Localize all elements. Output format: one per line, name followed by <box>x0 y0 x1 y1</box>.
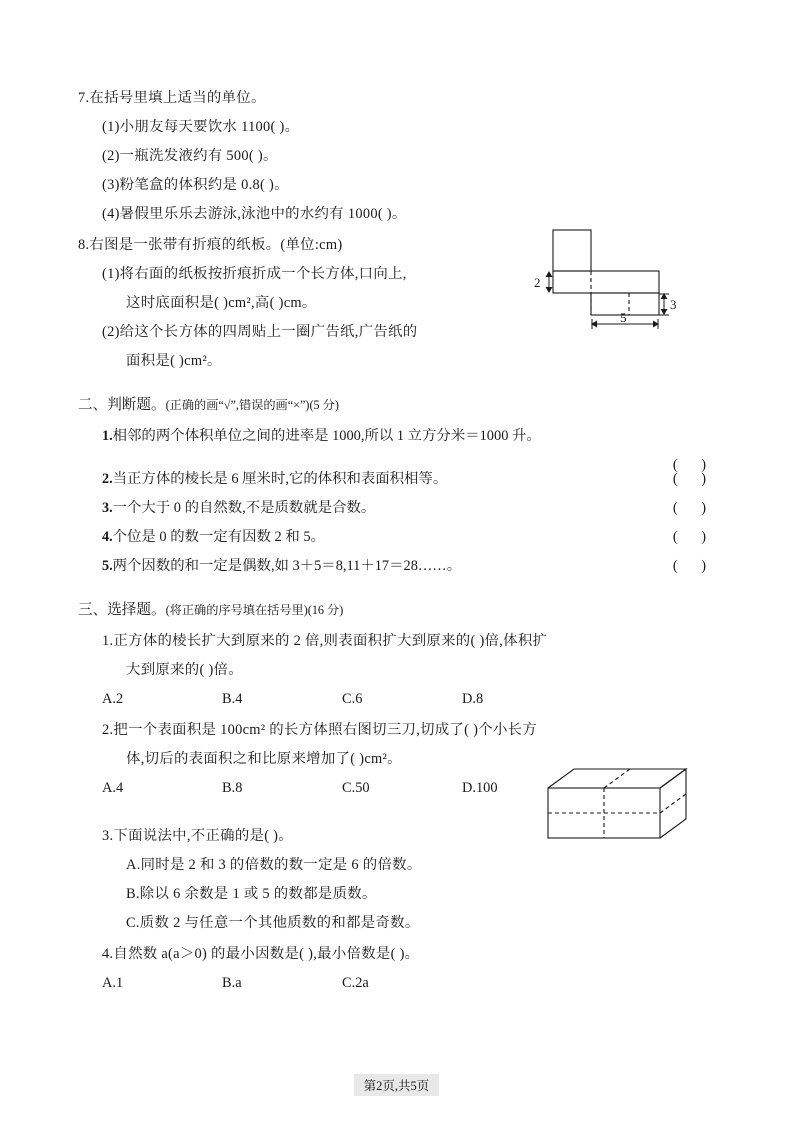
choice-question-3 <box>78 822 718 938</box>
folded-paper-figure <box>508 228 718 340</box>
choice-1-option-b[interactable]: B.4 <box>222 691 243 707</box>
section-2-heading <box>78 390 718 420</box>
section-2-items <box>78 422 718 581</box>
tf-item-3-text: 3.一个大于 0 的自然数,不是质数就是合数。 <box>102 500 376 516</box>
section-2-subtitle: (正确的画“√”,错误的画“×”)(5 分) <box>165 398 339 412</box>
choice-1-options <box>78 685 718 714</box>
choice-1-option-a[interactable]: A.2 <box>102 691 124 707</box>
choice-4-line-1[interactable]: 4.自然数 a(a＞0) 的最小因数是( ),最小倍数是( )。 <box>102 946 420 962</box>
label-width-bottom: 5 <box>620 310 627 325</box>
tf-item-5-answer-box[interactable]: ( ) <box>672 558 716 574</box>
label-height-left: 2 <box>534 275 541 290</box>
tf-item-3-answer-box[interactable]: ( ) <box>672 500 716 516</box>
label-height-right: 3 <box>670 297 677 312</box>
choice-4-options <box>78 969 718 998</box>
choice-3-option-c[interactable]: C.质数 2 与任意一个其他质数的和都是奇数。 <box>126 915 420 931</box>
choice-1-option-d[interactable]: D.8 <box>462 691 484 707</box>
question-8-stem: 8.右图是一张带有折痕的纸板。(单位:cm) <box>78 237 343 253</box>
question-7-item-4[interactable]: (4)暑假里乐乐去游泳,泳池中的水约有 1000( )。 <box>102 206 407 222</box>
section-3-subtitle: (将正确的序号填在括号里)(16 分) <box>165 603 344 617</box>
choice-1-line-2[interactable]: 大到原来的( )倍。 <box>126 662 243 678</box>
tf-item-1-answer-box[interactable]: ( ) <box>672 457 716 473</box>
choice-2-option-a[interactable]: A.4 <box>102 780 124 796</box>
question-7-item-2[interactable]: (2)一瓶洗发液约有 500( )。 <box>102 148 278 164</box>
question-8-line-4[interactable]: 面积是( )cm²。 <box>126 353 222 369</box>
question-8-line-2[interactable]: 这时底面积是( )cm²,高( )cm。 <box>126 295 317 311</box>
question-7 <box>78 84 718 229</box>
tf-item-2-answer-box[interactable]: ( ) <box>672 471 716 487</box>
section-3-heading <box>78 595 718 625</box>
page-number: 第2页,共5页 <box>354 1074 440 1096</box>
question-7-stem: 7.在括号里填上适当的单位。 <box>78 90 266 106</box>
choice-1-line-1[interactable]: 1.正方体的棱长扩大到原来的 2 倍,则表面积扩大到原来的( )倍,体积扩 <box>102 633 548 649</box>
choice-4-option-a[interactable]: A.1 <box>102 975 124 991</box>
choice-4-option-b[interactable]: B.a <box>222 975 242 991</box>
choice-2-option-d[interactable]: D.100 <box>462 780 498 796</box>
tf-item-3 <box>78 494 718 523</box>
section-2-title: 二、判断题。 <box>78 397 166 413</box>
tf-item-1-text: 1.相邻的两个体积单位之间的进率是 1000,所以 1 立方分米＝1000 升。 <box>102 428 541 444</box>
choice-1-option-c[interactable]: C.6 <box>342 691 363 707</box>
tf-item-4-answer-box[interactable]: ( ) <box>672 529 716 545</box>
tf-item-5-text: 5.两个因数的和一定是偶数,如 3＋5＝8,11＋17＝28……。 <box>102 558 462 574</box>
choice-3-line-1[interactable]: 3.下面说法中,不正确的是( )。 <box>102 828 293 844</box>
page-footer <box>0 1074 793 1096</box>
question-8-line-3: (2)给这个长方体的四周贴上一圈广告纸,广告纸的 <box>102 324 418 340</box>
question-8-line-1: (1)将右面的纸板按折痕折成一个长方体,口向上, <box>102 266 407 282</box>
section-3-title: 三、选择题。 <box>78 602 166 618</box>
choice-question-2 <box>78 716 718 820</box>
choice-2-option-b[interactable]: B.8 <box>222 780 243 796</box>
tf-item-4 <box>78 523 718 552</box>
tf-item-2 <box>78 465 718 494</box>
choice-question-1 <box>78 627 718 714</box>
choice-3-option-a[interactable]: A.同时是 2 和 3 的倍数的数一定是 6 的倍数。 <box>126 857 422 873</box>
worksheet-body <box>78 84 718 1000</box>
choice-question-4 <box>78 940 718 998</box>
choice-3-option-b[interactable]: B.除以 6 余数是 1 或 5 的数都是质数。 <box>126 886 377 902</box>
question-7-item-1[interactable]: (1)小朋友每天要饮水 1100( )。 <box>102 119 300 135</box>
question-7-item-3[interactable]: (3)粉笔盒的体积约是 0.8( )。 <box>102 177 289 193</box>
choice-4-option-c[interactable]: C.2a <box>342 975 369 991</box>
choice-2-option-c[interactable]: C.50 <box>342 780 370 796</box>
tf-item-2-text: 2.当正方体的棱长是 6 厘米时,它的体积和表面积相等。 <box>102 471 448 487</box>
folded-paper-svg <box>508 228 718 340</box>
question-8 <box>78 231 718 376</box>
choice-2-line-1[interactable]: 2.把一个表面积是 100cm² 的长方体照右图切三刀,切成了( )个小长方 <box>102 722 538 738</box>
choice-2-line-2[interactable]: 体,切后的表面积之和比原来增加了( )cm²。 <box>126 751 402 767</box>
tf-item-5 <box>78 552 718 581</box>
tf-item-1 <box>78 422 718 473</box>
tf-item-4-text: 4.个位是 0 的数一定有因数 2 和 5。 <box>102 529 325 545</box>
